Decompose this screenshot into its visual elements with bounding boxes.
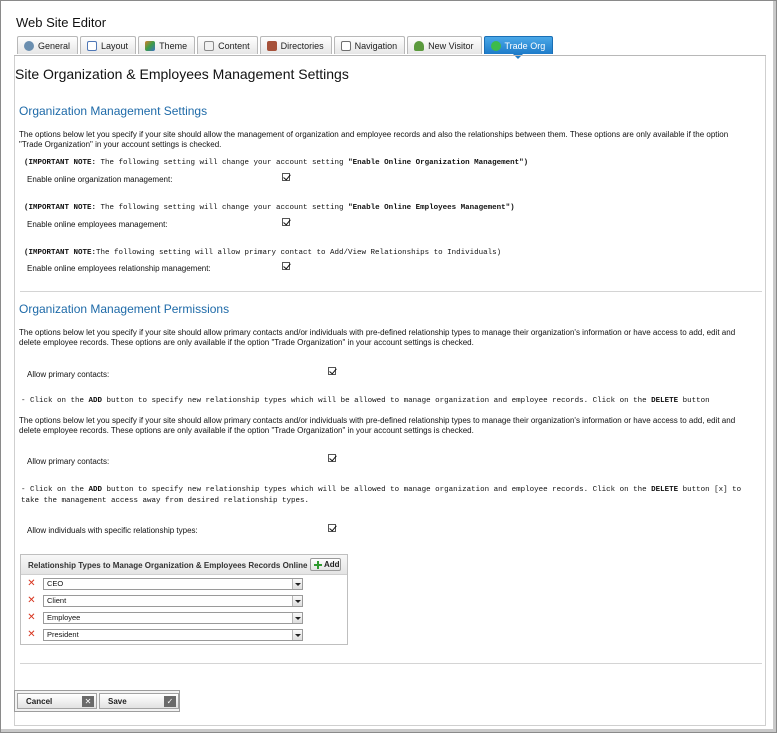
important-note: [24, 204, 515, 212]
enable-relationship-management-checkbox[interactable]: [282, 262, 290, 270]
note-prefix: (IMPORTANT NOTE:: [24, 159, 97, 167]
note-prefix: (IMPORTANT NOTE:: [24, 249, 97, 257]
chevron-down-icon: [292, 596, 302, 606]
instruction-text: button to specify new relationship types which will be allowed to manage organization and employee records. Click on the: [102, 486, 652, 494]
note-text: The following setting will change your account setting: [96, 159, 349, 167]
allow-individuals-label: Allow individuals with specific relationship types:: [27, 526, 198, 535]
page-title: Site Organization & Employees Management Settings: [15, 66, 349, 82]
relationship-type-select[interactable]: [43, 629, 303, 641]
save-label: Save: [108, 696, 127, 706]
relationship-type-select[interactable]: [43, 578, 303, 590]
tab-label: New Visitor: [428, 40, 474, 51]
theme-icon: [145, 41, 155, 51]
relationship-types-panel: [20, 554, 348, 645]
layout-icon: [87, 41, 97, 51]
directories-icon: [267, 41, 277, 51]
content-icon: [204, 41, 214, 51]
app-title: Web Site Editor: [16, 15, 107, 30]
permissions-description: The options below let you specify if your site should allow primary contacts and/or individuals with pre-defined relationship types to manage their organization's information or have access to add, edit and delete employee records. These options are only available if the option "Trade Organization" in your account settings is checked.: [19, 328, 736, 347]
instruction-text: - Click on the: [21, 397, 89, 405]
trade-org-icon: [491, 41, 501, 51]
tab-label: Trade Org: [504, 40, 546, 51]
delete-icon[interactable]: ✕: [27, 612, 36, 623]
section-divider: [20, 291, 762, 292]
relationship-panel-title: Relationship Types to Manage Organization & Employees Records Online: [28, 561, 308, 570]
section-divider: [20, 663, 762, 664]
tab-theme[interactable]: [138, 36, 195, 54]
tab-general[interactable]: [17, 36, 78, 54]
relationship-type-select[interactable]: [43, 595, 303, 607]
delete-icon[interactable]: ✕: [27, 595, 36, 606]
tab-label: Layout: [101, 40, 129, 51]
select-value: Employee: [47, 613, 81, 622]
chevron-down-icon: [292, 630, 302, 640]
important-note: [24, 159, 528, 167]
tab-content[interactable]: [197, 36, 258, 54]
enable-employees-management-checkbox[interactable]: [282, 218, 290, 226]
tab-bar: [17, 36, 553, 55]
tab-directories[interactable]: [260, 36, 332, 54]
org-settings-heading: Organization Management Settings: [19, 104, 208, 118]
plus-icon: [314, 561, 322, 569]
tab-new-visitor[interactable]: [407, 36, 481, 54]
checkmark-icon: ✓: [164, 696, 176, 707]
enable-employees-management-label: Enable online employees management:: [27, 220, 168, 229]
instruction-delete: DELETE: [651, 486, 679, 494]
chevron-down-icon: [292, 579, 302, 589]
general-icon: [24, 41, 34, 51]
note-text: The following setting will allow primary contact to Add/View Relationships to Individuals): [96, 249, 502, 257]
new-visitor-icon: [414, 41, 424, 51]
instruction-add: ADD: [88, 397, 103, 405]
relationship-row: [27, 612, 327, 624]
add-relationship-button[interactable]: [310, 558, 341, 571]
instruction-delete: DELETE: [651, 397, 679, 405]
tab-layout[interactable]: [80, 36, 136, 54]
instruction-text: button: [678, 397, 710, 405]
tab-label: Navigation: [354, 40, 398, 51]
allow-primary-contacts-checkbox[interactable]: [328, 367, 336, 375]
relationship-instruction: [21, 396, 751, 407]
tab-label: Content: [218, 40, 250, 51]
instruction-text: - Click on the: [21, 486, 89, 494]
relationship-row: [27, 629, 327, 641]
select-value: Client: [47, 596, 67, 605]
org-settings-description: The options below let you specify if your site should allow the management of organization and employee records and also the relationships between them. These options are only available if the option "Trade Organization" in your account settings is checked.: [19, 130, 729, 149]
allow-individuals-checkbox[interactable]: [328, 524, 336, 532]
enable-org-management-label: Enable online organization management:: [27, 175, 173, 184]
close-icon: ✕: [82, 696, 94, 707]
delete-icon[interactable]: ✕: [27, 629, 36, 640]
select-value: President: [47, 630, 79, 639]
add-button-label: Add: [324, 560, 340, 569]
enable-relationship-management-label: Enable online employees relationship management:: [27, 264, 211, 273]
tab-trade-org[interactable]: [484, 36, 554, 54]
instruction-add: ADD: [88, 486, 103, 494]
note-text: The following setting will change your account setting: [96, 204, 349, 212]
important-note: [24, 249, 501, 257]
select-value: CEO: [47, 579, 64, 588]
note-emphasis: "Enable Online Organization Management"): [348, 159, 529, 167]
tab-navigation[interactable]: [334, 36, 406, 54]
relationship-instruction: [21, 485, 751, 507]
cancel-button[interactable]: [17, 693, 97, 709]
allow-primary-contacts-label: Allow primary contacts:: [27, 457, 110, 466]
allow-primary-contacts-checkbox[interactable]: [328, 454, 336, 462]
instruction-text: button [x] to take the management access away from desired relationship types.: [21, 486, 742, 505]
relationship-panel-header: [21, 555, 347, 575]
note-emphasis: "Enable Online Employees Management"): [348, 204, 515, 212]
save-button[interactable]: [99, 693, 179, 709]
navigation-icon: [341, 41, 351, 51]
allow-primary-contacts-label: Allow primary contacts:: [27, 370, 110, 379]
relationship-row: [27, 578, 327, 590]
tab-label: General: [38, 40, 71, 51]
relationship-type-select[interactable]: [43, 612, 303, 624]
note-prefix: (IMPORTANT NOTE:: [24, 204, 97, 212]
tab-label: Theme: [159, 40, 188, 51]
cancel-label: Cancel: [26, 696, 53, 706]
instruction-text: button to specify new relationship types which will be allowed to manage organization and employee records. Click on the: [102, 397, 652, 405]
tab-label: Directories: [280, 40, 324, 51]
permissions-description: The options below let you specify if your site should allow primary contacts and/or individuals with pre-defined relationship types to manage their organization's information or have access to add, edit and delete employee records. These options are only available if the option "Trade Organization" in your account settings is checked.: [19, 416, 736, 435]
enable-org-management-checkbox[interactable]: [282, 173, 290, 181]
action-bar: [14, 690, 180, 712]
permissions-heading: Organization Management Permissions: [19, 302, 230, 316]
delete-icon[interactable]: ✕: [27, 578, 36, 589]
chevron-down-icon: [292, 613, 302, 623]
relationship-row: [27, 595, 327, 607]
